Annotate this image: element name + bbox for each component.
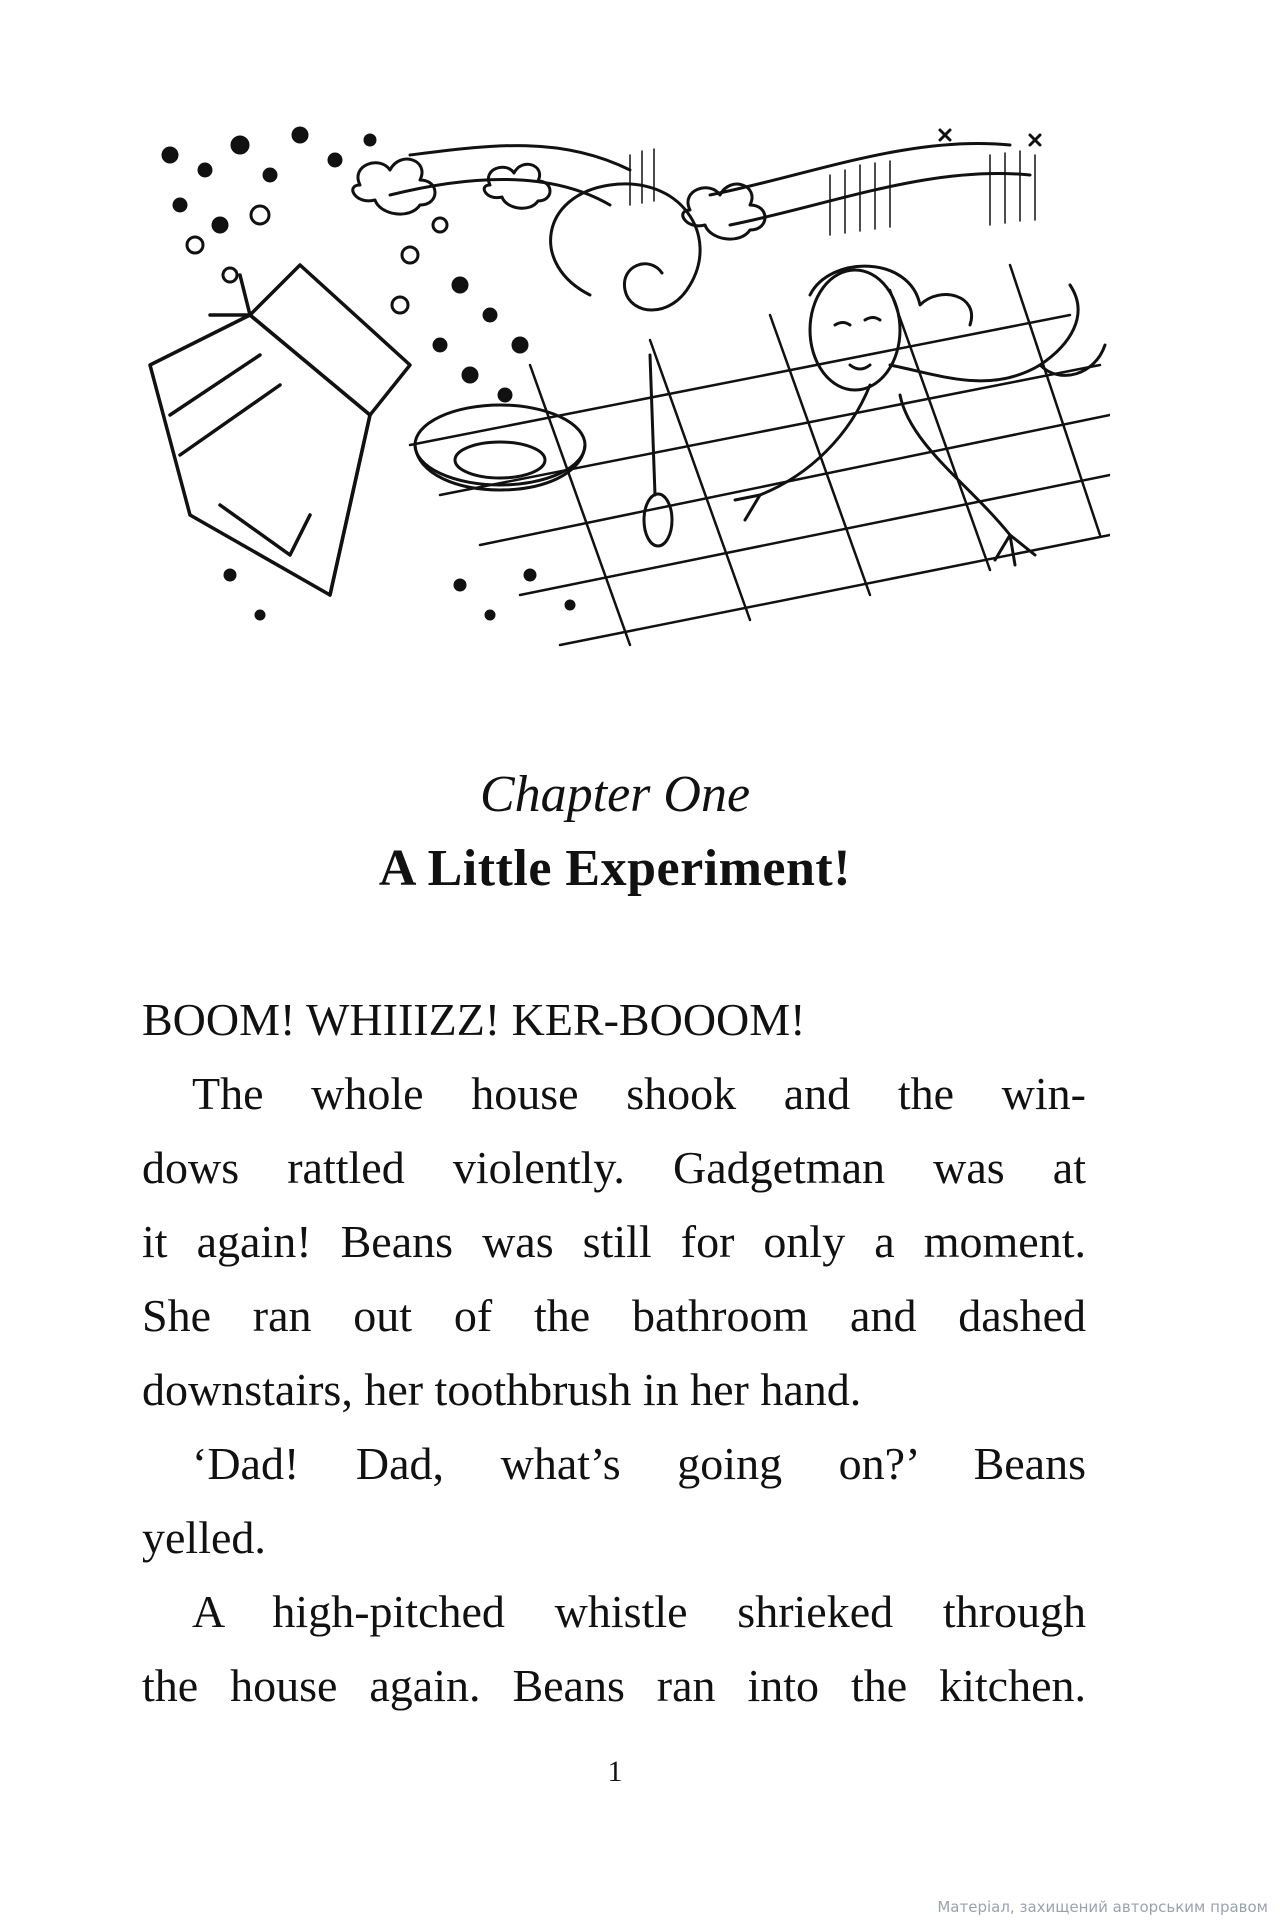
smoke-clouds — [353, 159, 765, 239]
whoosh-swirl — [390, 130, 1040, 310]
chapter-body — [142, 983, 1086, 1723]
body-line: downstairs, her toothbrush in her hand. — [142, 1364, 862, 1415]
body-line: dows rattled violently. Gadgetman was at — [142, 1142, 1086, 1193]
chapter-number: Chapter One — [479, 766, 751, 823]
body-line: it again! Beans was still for only a moment. — [142, 1216, 1086, 1267]
wall-hatching — [630, 149, 1035, 235]
body-line: BOOM! WHIIIZZ! KER-BOOOM! — [142, 994, 806, 1045]
page-number: 1 — [607, 1755, 623, 1788]
body-line: the house again. Beans ran into the kitchen. — [142, 1660, 1086, 1711]
body-line: A high-pitched whistle shrieked through — [192, 1586, 1086, 1637]
body-line: ‘Dad! Dad, what’s going on?’ Beans — [192, 1438, 1086, 1489]
body-line: She ran out of the bathroom and dashed — [142, 1290, 1086, 1341]
floor-tiles — [410, 265, 1110, 645]
kitchen-explosion-illustration — [110, 115, 1110, 675]
girl-figure — [735, 266, 1105, 565]
body-line: The whole house shook and the win- — [192, 1068, 1086, 1119]
chapter-title: A Little Experiment! — [378, 840, 852, 897]
body-line: yelled. — [142, 1512, 266, 1563]
flying-cereal — [163, 128, 527, 401]
cereal-box — [150, 265, 410, 595]
copyright-watermark: Матеріал, захищений авторським правом — [937, 1898, 1268, 1916]
illustration-drawing — [110, 115, 1110, 675]
